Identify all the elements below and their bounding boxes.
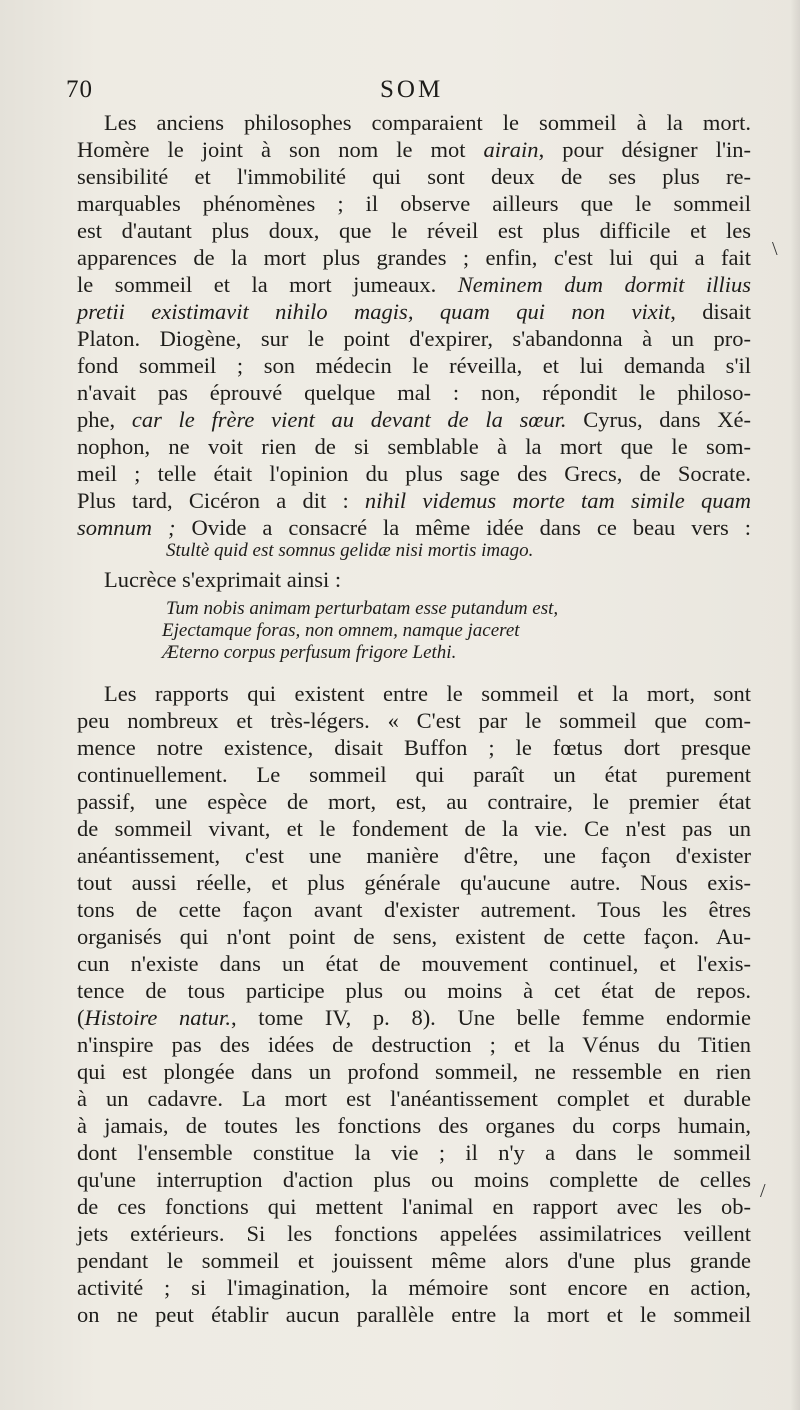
text-line: phe, car le frère vient au devant de la sœur. Cyrus, dans Xé- [77, 407, 751, 432]
text-line: tence de tous participe plus ou moins à cet état de repos. [77, 978, 751, 1003]
text-line: Platon. Diogène, sur le point d'expirer, s'abandonna à un pro- [77, 326, 751, 351]
text-line: qui est plongée dans un profond sommeil, ne ressemble en rien [77, 1059, 751, 1084]
text-line: anéantissement, c'est une manière d'être, une façon d'exister [77, 843, 751, 868]
text-line: pendant le sommeil et jouissent même alors d'une plus grande [77, 1248, 751, 1273]
text-line: Les rapports qui existent entre le sommeil et la mort, sont [104, 681, 751, 706]
text-line: Homère le joint à son nom le mot airain, pour désigner l'in- [77, 137, 751, 162]
text-line: activité ; si l'imagination, la mémoire sont encore en action, [77, 1275, 751, 1300]
text-line: tons de cette façon avant d'exister autrement. Tous les êtres [77, 897, 751, 922]
margin-mark: \ [772, 238, 778, 260]
text-line: peu nombreux et très-légers. « C'est par le sommeil que com- [77, 708, 751, 733]
page-number: 70 [66, 76, 93, 103]
lucrece-intro: Lucrèce s'exprimait ainsi : [104, 567, 342, 592]
text-line: meil ; telle était l'opinion du plus sage des Grecs, de Socrate. [77, 461, 751, 486]
lucrece-verse: Æterno corpus perfusum frigore Lethi. [162, 642, 457, 663]
text-line: somnum ; Ovide a consacré la même idée dans ce beau vers : [77, 515, 751, 540]
text-line: tout aussi réelle, et plus générale qu'aucune autre. Nous exis- [77, 870, 751, 895]
running-head: SOM [380, 76, 444, 103]
text-line: est d'autant plus doux, que le réveil est plus difficile et les [77, 218, 751, 243]
text-line: apparences de la mort plus grandes ; enfin, c'est lui qui a fait [77, 245, 751, 270]
text-line: nophon, ne voit rien de si semblable à la mort que le som- [77, 434, 751, 459]
text-line: le sommeil et la mort jumeaux. Neminem dum dormit illius [77, 272, 751, 297]
lucrece-verse: Ejectamque foras, non omnem, namque jaceret [162, 620, 520, 641]
text-line: sensibilité et l'immobilité qui sont deux de ses plus re- [77, 164, 751, 189]
text-line: marquables phénomènes ; il observe ailleurs que le sommeil [77, 191, 751, 216]
text-line: pretii existimavit nihilo magis, quam qui non vixit, disait [77, 299, 751, 324]
text-line: dont l'ensemble constitue la vie ; il n'y a dans le sommeil [77, 1140, 751, 1165]
text-line: Plus tard, Cicéron a dit : nihil videmus morte tam simile quam [77, 488, 751, 513]
text-line: organisés qui n'ont point de sens, existent de cette façon. Au- [77, 924, 751, 949]
text-line: fond sommeil ; son médecin le réveilla, et lui demanda s'il [77, 353, 751, 378]
text-line: à jamais, de toutes les fonctions des organes du corps humain, [77, 1113, 751, 1138]
text-line: de ces fonctions qui mettent l'animal en rapport avec les ob- [77, 1194, 751, 1219]
page-header [0, 72, 800, 112]
text-line: passif, une espèce de mort, est, au contraire, le premier état [77, 789, 751, 814]
text-line: on ne peut établir aucun parallèle entre la mort et le sommeil [77, 1302, 751, 1327]
text-line: jets extérieurs. Si les fonctions appelées assimilatrices veillent [77, 1221, 751, 1246]
page-edge-shadow [790, 0, 800, 1410]
lucrece-verse: Tum nobis animam perturbatam esse putandum est, [166, 598, 559, 619]
text-line: cun n'existe dans un état de mouvement continuel, et l'exis- [77, 951, 751, 976]
text-line: Les anciens philosophes comparaient le sommeil à la mort. [104, 110, 751, 135]
text-line: qu'une interruption d'action plus ou moins complette de celles [77, 1167, 751, 1192]
margin-mark: / [760, 1180, 766, 1202]
text-line: à un cadavre. La mort est l'anéantissement complet et durable [77, 1086, 751, 1111]
text-line: n'inspire pas des idées de destruction ; et la Vénus du Titien [77, 1032, 751, 1057]
text-line: de sommeil vivant, et le fondement de la vie. Ce n'est pas un [77, 816, 751, 841]
text-line: (Histoire natur., tome IV, p. 8). Une belle femme endormie [77, 1005, 751, 1030]
ovid-verse: Stultè quid est somnus gelidæ nisi mortis imago. [166, 540, 534, 561]
text-line: continuellement. Le sommeil qui paraît un état purement [77, 762, 751, 787]
text-line: mence notre existence, disait Buffon ; le fœtus dort presque [77, 735, 751, 760]
text-line: n'avait pas éprouvé quelque mal : non, répondit le philoso- [77, 380, 751, 405]
